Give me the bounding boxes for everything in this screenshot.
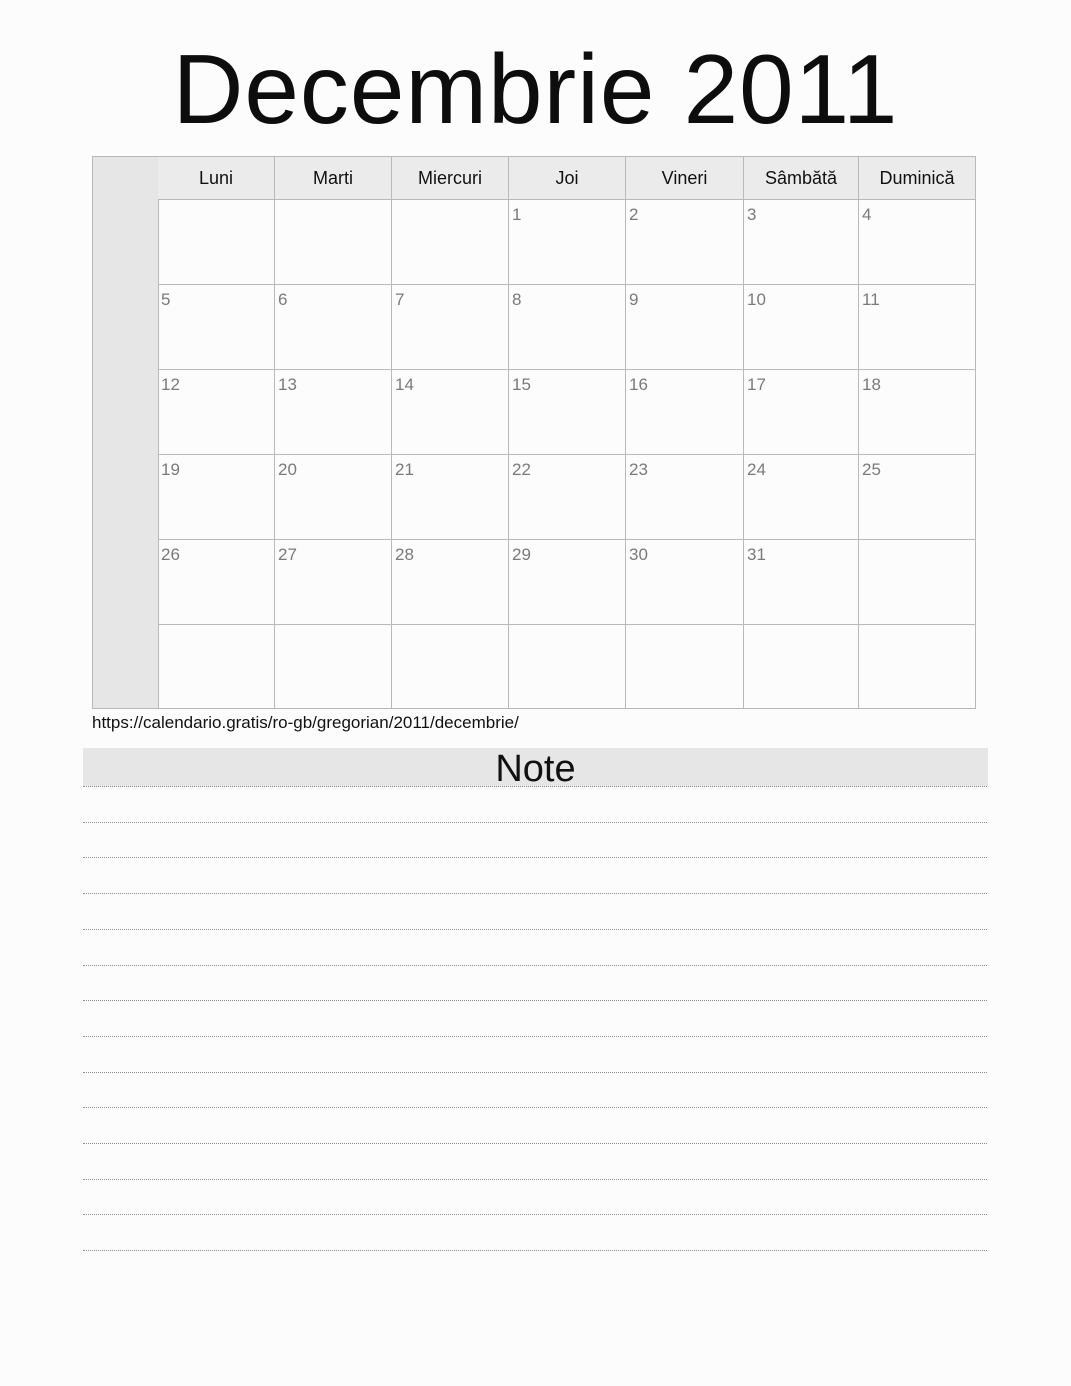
day-cell bbox=[275, 200, 392, 285]
day-cell: 14 bbox=[392, 370, 509, 455]
day-cell bbox=[392, 200, 509, 285]
note-line bbox=[83, 1000, 987, 1001]
note-line bbox=[83, 1107, 987, 1108]
note-line bbox=[83, 929, 987, 930]
weekday-header: Miercuri bbox=[392, 157, 509, 200]
day-cell bbox=[509, 625, 626, 708]
calendar-grid bbox=[158, 157, 975, 708]
day-cell: 16 bbox=[626, 370, 744, 455]
note-line bbox=[83, 1179, 987, 1180]
weekday-header: Vineri bbox=[626, 157, 744, 200]
day-cell: 21 bbox=[392, 455, 509, 540]
note-line bbox=[83, 1036, 987, 1037]
weekday-header: Duminică bbox=[859, 157, 975, 200]
day-cell: 6 bbox=[275, 285, 392, 370]
page-title: Decembrie 2011 bbox=[172, 34, 899, 144]
day-cell: 1 bbox=[509, 200, 626, 285]
weekday-header: Luni bbox=[158, 157, 275, 200]
note-line bbox=[83, 857, 987, 858]
day-cell: 20 bbox=[275, 455, 392, 540]
day-cell: 11 bbox=[859, 285, 975, 370]
note-line bbox=[83, 893, 987, 894]
weekday-header: Joi bbox=[509, 157, 626, 200]
day-cell: 27 bbox=[275, 540, 392, 625]
day-cell: 17 bbox=[744, 370, 859, 455]
note-line bbox=[83, 1143, 987, 1144]
notes-title: Note bbox=[83, 748, 988, 786]
day-cell: 28 bbox=[392, 540, 509, 625]
source-url[interactable]: https://calendario.gratis/ro-gb/gregorian/2011/decembrie/ bbox=[92, 713, 519, 732]
weekday-header: Marti bbox=[275, 157, 392, 200]
day-cell: 29 bbox=[509, 540, 626, 625]
day-cell: 18 bbox=[859, 370, 975, 455]
weekday-header: Sâmbătă bbox=[744, 157, 859, 200]
day-cell bbox=[392, 625, 509, 708]
day-cell bbox=[158, 200, 275, 285]
day-cell: 5 bbox=[158, 285, 275, 370]
day-cell: 26 bbox=[158, 540, 275, 625]
note-line bbox=[83, 1214, 987, 1215]
day-cell: 10 bbox=[744, 285, 859, 370]
day-cell bbox=[626, 625, 744, 708]
day-cell: 22 bbox=[509, 455, 626, 540]
day-cell: 2 bbox=[626, 200, 744, 285]
day-cell bbox=[744, 625, 859, 708]
note-line bbox=[83, 786, 987, 787]
note-line bbox=[83, 1250, 987, 1251]
day-cell: 23 bbox=[626, 455, 744, 540]
day-cell bbox=[859, 540, 975, 625]
day-cell bbox=[158, 625, 275, 708]
day-cell: 7 bbox=[392, 285, 509, 370]
day-cell: 30 bbox=[626, 540, 744, 625]
day-cell: 8 bbox=[509, 285, 626, 370]
day-cell bbox=[859, 625, 975, 708]
day-cell: 13 bbox=[275, 370, 392, 455]
day-cell: 15 bbox=[509, 370, 626, 455]
day-cell bbox=[275, 625, 392, 708]
day-cell: 24 bbox=[744, 455, 859, 540]
day-cell: 31 bbox=[744, 540, 859, 625]
day-cell: 25 bbox=[859, 455, 975, 540]
note-line bbox=[83, 965, 987, 966]
day-cell: 3 bbox=[744, 200, 859, 285]
note-line bbox=[83, 822, 987, 823]
note-line bbox=[83, 1072, 987, 1073]
week-number-column bbox=[93, 157, 159, 708]
day-cell: 9 bbox=[626, 285, 744, 370]
day-cell: 12 bbox=[158, 370, 275, 455]
day-cell: 4 bbox=[859, 200, 975, 285]
month-calendar bbox=[92, 156, 976, 709]
day-cell: 19 bbox=[158, 455, 275, 540]
